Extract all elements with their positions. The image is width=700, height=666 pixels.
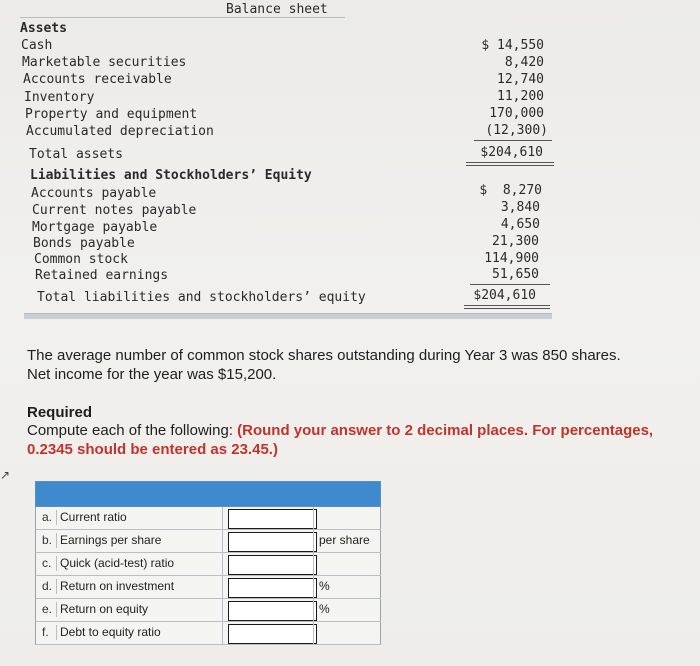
column-divider	[313, 576, 314, 598]
liability-amount: 4,650	[500, 217, 540, 232]
debt-to-equity-input[interactable]	[228, 624, 317, 644]
column-divider	[313, 553, 314, 575]
table-row	[35, 576, 381, 599]
asset-amount: 11,200	[497, 89, 544, 104]
column-divider	[222, 507, 223, 529]
return-on-equity-input[interactable]	[228, 601, 317, 621]
table-header	[35, 481, 381, 507]
asset-label: Inventory	[24, 90, 95, 105]
column-divider	[222, 576, 223, 598]
return-on-investment-input[interactable]	[228, 578, 317, 598]
row-letter: a.	[42, 510, 57, 525]
divider-band	[24, 313, 552, 319]
row-letter: b.	[42, 533, 57, 548]
total-rule	[464, 305, 550, 306]
table-row	[35, 599, 381, 622]
liability-label: Current notes payable	[32, 203, 197, 218]
column-divider	[313, 530, 314, 552]
column-divider	[380, 530, 381, 552]
quick-ratio-input[interactable]	[228, 555, 317, 575]
asset-amount: 12,740	[497, 72, 544, 87]
row-letter: f.	[42, 625, 57, 640]
total-rule	[466, 165, 554, 166]
asset-label: Marketable securities	[22, 55, 187, 70]
total-rule	[464, 308, 550, 309]
asset-label: Accounts receivable	[23, 72, 172, 87]
required-line-2: 0.2345 should be entered as 23.45.)	[27, 441, 278, 458]
asset-amount: 8,420	[504, 55, 544, 70]
column-divider	[313, 599, 314, 621]
info-line-1: The average number of common stock shares outstanding during Year 3 was 850 shares.	[27, 347, 621, 364]
table-row	[35, 553, 381, 576]
answer-table	[35, 481, 381, 645]
column-divider	[380, 599, 381, 621]
liability-amount: 21,300	[492, 234, 539, 249]
total-liabilities-label: Total liabilities and stockholders’ equity	[37, 290, 366, 305]
asset-amount: $ 14,550	[481, 38, 544, 53]
subtotal-rule	[474, 140, 552, 141]
liability-amount: $ 8,270	[479, 183, 542, 198]
asset-label: Accumulated depreciation	[26, 124, 214, 139]
column-divider	[222, 530, 223, 552]
row-name: Return on equity	[60, 602, 149, 616]
row-letter: d.	[42, 579, 57, 594]
row-name: Current ratio	[60, 510, 127, 524]
required-line-1	[27, 421, 653, 440]
row-name: Quick (acid-test) ratio	[60, 556, 175, 570]
row-name: Debt to equity ratio	[60, 625, 161, 639]
row-unit: %	[319, 602, 330, 616]
column-divider	[313, 622, 314, 644]
row-name: Return on investment	[60, 579, 175, 593]
column-divider	[380, 576, 381, 598]
table-row	[35, 622, 381, 645]
column-divider	[380, 553, 381, 575]
required-plain: Compute each of the following:	[27, 422, 238, 439]
assets-heading: Assets	[20, 21, 67, 36]
required-red: For percentages,	[528, 422, 654, 439]
liability-amount: 114,900	[484, 251, 539, 266]
liability-label: Retained earnings	[35, 268, 169, 283]
info-line-2: Net income for the year was $15,200.	[27, 366, 277, 383]
column-divider	[380, 507, 381, 529]
row-unit: %	[319, 579, 330, 593]
column-divider	[222, 622, 223, 644]
arrow-icon: ↗	[0, 468, 11, 482]
column-divider	[380, 622, 381, 644]
asset-amount: (12,300)	[485, 123, 548, 138]
row-name: Earnings per share	[60, 533, 162, 547]
liability-amount: 3,840	[500, 200, 540, 215]
liability-label: Bonds payable	[33, 236, 135, 251]
table-row	[35, 507, 381, 530]
current-ratio-input[interactable]	[228, 509, 317, 529]
total-rule	[466, 162, 554, 163]
row-unit: per share	[319, 533, 370, 547]
liability-label: Accounts payable	[31, 186, 157, 201]
liabilities-heading: Liabilities and Stockholders’ Equity	[30, 168, 312, 183]
column-divider	[222, 553, 223, 575]
asset-label: Property and equipment	[25, 107, 198, 122]
total-liabilities-amount: $204,610	[473, 288, 536, 303]
subtotal-rule	[470, 284, 550, 285]
asset-amount: 170,000	[489, 106, 544, 121]
column-divider	[222, 599, 223, 621]
total-assets-label: Total assets	[29, 147, 123, 162]
column-divider	[313, 507, 314, 529]
asset-label: Cash	[21, 38, 53, 53]
row-letter: e.	[42, 602, 57, 617]
table-row	[35, 530, 381, 553]
title-rule	[20, 17, 345, 18]
required-heading: Required	[27, 404, 93, 421]
row-letter: c.	[42, 556, 57, 571]
liability-label: Common stock	[34, 252, 128, 267]
liability-label: Mortgage payable	[32, 220, 158, 235]
earnings-per-share-input[interactable]	[228, 532, 317, 552]
total-assets-amount: $204,610	[480, 145, 543, 160]
required-bold: (Round your answer to 2 decimal places.	[237, 422, 529, 439]
liability-amount: 51,650	[492, 267, 539, 282]
balance-sheet-title: Balance sheet	[226, 2, 328, 17]
